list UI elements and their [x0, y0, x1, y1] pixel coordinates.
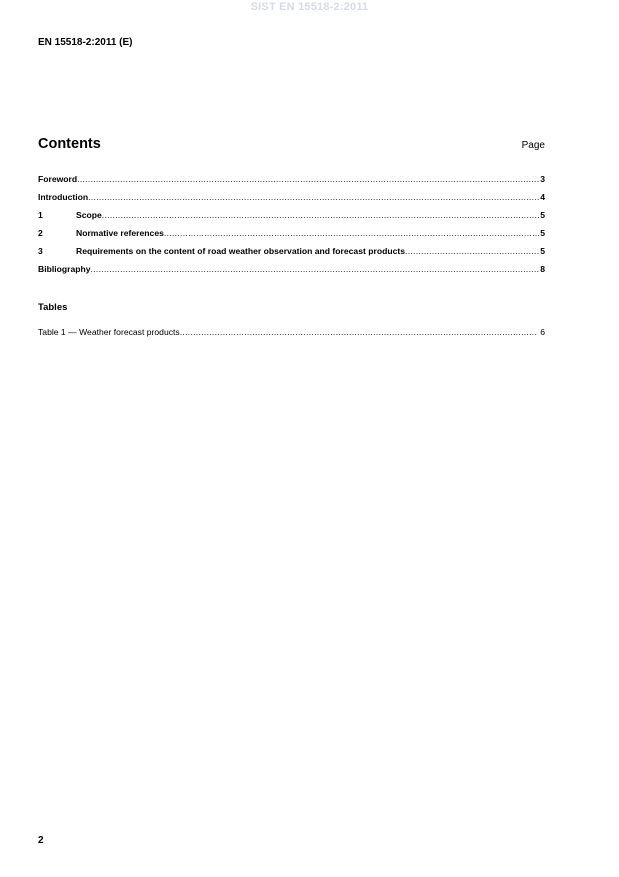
toc-leader-dots: [91, 264, 541, 274]
toc-leader-dots: [164, 228, 540, 238]
toc-entry-foreword[interactable]: [38, 174, 545, 192]
toc-entry-number: 3: [38, 246, 43, 256]
toc-entry-page: 5: [540, 228, 545, 238]
toc-entry-scope[interactable]: [38, 210, 545, 228]
toc-entry-page: 5: [540, 246, 545, 256]
page-number: 2: [38, 835, 44, 846]
table-of-contents: [38, 174, 545, 282]
toc-entry-title: Introduction: [38, 192, 89, 202]
watermark: SIST EN 15518-2:2011: [250, 1, 369, 13]
toc-entry-title: Foreword: [38, 174, 78, 184]
page-column-label: Page: [521, 140, 545, 151]
toc-entry-page: 4: [540, 192, 545, 202]
toc-entry-normative-references[interactable]: [38, 228, 545, 246]
document-id: EN 15518-2:2011 (E): [38, 37, 133, 48]
toc-entry-title: Scope: [76, 210, 102, 220]
toc-entry-page: 3: [540, 174, 545, 184]
toc-leader-dots: [77, 174, 540, 184]
contents-title: Contents: [38, 136, 101, 152]
toc-entry-requirements[interactable]: [38, 246, 545, 264]
toc-entry-introduction[interactable]: [38, 192, 545, 210]
table-entry-title: Table 1 — Weather forecast products: [38, 327, 180, 337]
table-entry-1[interactable]: [38, 327, 545, 337]
toc-entry-title: Bibliography: [38, 264, 91, 274]
toc-entry-number: 1: [38, 210, 43, 220]
toc-leader-dots: [405, 246, 540, 256]
toc-leader-dots: [180, 327, 539, 337]
toc-leader-dots: [102, 210, 540, 220]
toc-entry-number: 2: [38, 228, 43, 238]
tables-heading: Tables: [38, 302, 68, 313]
toc-entry-page: 5: [540, 210, 545, 220]
toc-entry-page: 8: [540, 264, 545, 274]
table-entry-page: 6: [540, 327, 545, 337]
toc-entry-bibliography[interactable]: [38, 264, 545, 282]
toc-leader-dots: [88, 192, 540, 202]
toc-entry-title: Normative references: [76, 228, 164, 238]
list-of-tables: [38, 327, 545, 337]
toc-entry-title: Requirements on the content of road weather observation and forecast products: [76, 246, 406, 256]
